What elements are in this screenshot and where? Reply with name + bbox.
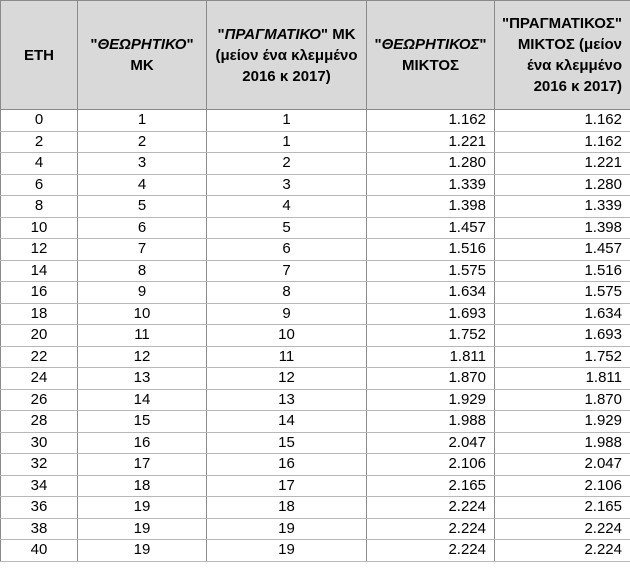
cell-years: 22 <box>1 346 78 368</box>
cell-theoretical-mk: 18 <box>78 475 207 497</box>
table-row <box>1 239 630 261</box>
cell-theoretical-mk: 5 <box>78 196 207 218</box>
table-row <box>1 282 630 304</box>
header-actual-mixed-line2: ΜΙΚΤΟΣ (μείον <box>517 36 622 53</box>
cell-theoretical-mixed: 1.811 <box>367 346 495 368</box>
header-theoretical-mixed-line2: ΜΙΚΤΟΣ <box>401 57 460 74</box>
header-actual-mk-line2: (μείον ένα κλεμμένο <box>215 46 358 64</box>
table-row <box>1 454 630 476</box>
cell-years: 40 <box>1 540 78 562</box>
cell-actual-mixed: 2.165 <box>495 497 630 519</box>
header-actual-mixed-line3: ένα κλεμμένο <box>527 57 622 74</box>
cell-actual-mk: 18 <box>207 497 367 519</box>
table-row <box>1 540 630 562</box>
cell-actual-mk: 4 <box>207 196 367 218</box>
cell-years: 16 <box>1 282 78 304</box>
cell-actual-mk: 15 <box>207 432 367 454</box>
cell-actual-mk: 19 <box>207 518 367 540</box>
header-theoretical-mixed-word: ΘΕΩΡΗΤΙΚΟΣ <box>381 36 480 53</box>
cell-actual-mk: 19 <box>207 540 367 562</box>
cell-theoretical-mk: 9 <box>78 282 207 304</box>
cell-actual-mixed: 1.162 <box>495 110 630 132</box>
table-row <box>1 368 630 390</box>
header-row <box>1 1 630 110</box>
cell-theoretical-mk: 4 <box>78 174 207 196</box>
cell-actual-mixed: 1.457 <box>495 239 630 261</box>
cell-actual-mk: 12 <box>207 368 367 390</box>
header-theoretical-mk-word: ΘΕΩΡΗΤΙΚΟ <box>97 36 187 53</box>
cell-theoretical-mk: 19 <box>78 540 207 562</box>
cell-theoretical-mixed: 1.221 <box>367 131 495 153</box>
table-row <box>1 518 630 540</box>
header-theoretical-mk-line2: ΜΚ <box>130 57 154 74</box>
cell-actual-mixed: 1.634 <box>495 303 630 325</box>
cell-years: 0 <box>1 110 78 132</box>
table-row <box>1 110 630 132</box>
cell-years: 24 <box>1 368 78 390</box>
cell-actual-mk: 3 <box>207 174 367 196</box>
header-actual-mixed-line4: 2016 κ 2017) <box>533 78 622 95</box>
cell-theoretical-mk: 10 <box>78 303 207 325</box>
cell-theoretical-mixed: 2.106 <box>367 454 495 476</box>
cell-theoretical-mk: 16 <box>78 432 207 454</box>
cell-theoretical-mixed: 1.280 <box>367 153 495 175</box>
header-theoretical-mixed-quote-open: " <box>374 36 382 53</box>
cell-theoretical-mixed: 1.634 <box>367 282 495 304</box>
table-row <box>1 260 630 282</box>
cell-actual-mk: 2 <box>207 153 367 175</box>
table-body <box>1 110 630 562</box>
cell-actual-mixed: 1.693 <box>495 325 630 347</box>
cell-actual-mixed: 2.224 <box>495 540 630 562</box>
cell-theoretical-mk: 2 <box>78 131 207 153</box>
cell-theoretical-mk: 19 <box>78 497 207 519</box>
cell-actual-mixed: 1.988 <box>495 432 630 454</box>
cell-actual-mk: 6 <box>207 239 367 261</box>
cell-theoretical-mixed: 1.988 <box>367 411 495 433</box>
header-actual-mk-quote-open: " <box>217 25 225 43</box>
cell-actual-mixed: 1.811 <box>495 368 630 390</box>
cell-theoretical-mixed: 2.047 <box>367 432 495 454</box>
cell-theoretical-mk: 1 <box>78 110 207 132</box>
cell-actual-mixed: 1.221 <box>495 153 630 175</box>
cell-actual-mk: 1 <box>207 131 367 153</box>
table-row <box>1 196 630 218</box>
cell-actual-mixed: 2.106 <box>495 475 630 497</box>
cell-actual-mk: 8 <box>207 282 367 304</box>
cell-actual-mixed: 1.339 <box>495 196 630 218</box>
cell-actual-mixed: 1.929 <box>495 411 630 433</box>
cell-theoretical-mk: 14 <box>78 389 207 411</box>
cell-actual-mixed: 1.870 <box>495 389 630 411</box>
cell-actual-mk: 14 <box>207 411 367 433</box>
cell-theoretical-mk: 6 <box>78 217 207 239</box>
cell-years: 34 <box>1 475 78 497</box>
cell-actual-mk: 10 <box>207 325 367 347</box>
cell-years: 18 <box>1 303 78 325</box>
cell-theoretical-mixed: 2.224 <box>367 518 495 540</box>
header-theoretical-mk-quote-close: " <box>186 36 194 53</box>
cell-actual-mk: 7 <box>207 260 367 282</box>
cell-theoretical-mixed: 1.516 <box>367 239 495 261</box>
cell-theoretical-mixed: 2.224 <box>367 497 495 519</box>
cell-actual-mk: 13 <box>207 389 367 411</box>
table-row <box>1 389 630 411</box>
cell-actual-mk: 9 <box>207 303 367 325</box>
cell-theoretical-mixed: 2.165 <box>367 475 495 497</box>
cell-theoretical-mixed: 1.162 <box>367 110 495 132</box>
cell-years: 26 <box>1 389 78 411</box>
table-row <box>1 432 630 454</box>
table-row <box>1 131 630 153</box>
cell-theoretical-mixed: 1.693 <box>367 303 495 325</box>
cell-theoretical-mk: 3 <box>78 153 207 175</box>
cell-years: 20 <box>1 325 78 347</box>
cell-theoretical-mk: 17 <box>78 454 207 476</box>
cell-years: 8 <box>1 196 78 218</box>
cell-theoretical-mk: 15 <box>78 411 207 433</box>
cell-actual-mk: 11 <box>207 346 367 368</box>
table-row <box>1 303 630 325</box>
cell-actual-mixed: 2.224 <box>495 518 630 540</box>
cell-theoretical-mixed: 1.339 <box>367 174 495 196</box>
cell-theoretical-mixed: 1.575 <box>367 260 495 282</box>
cell-theoretical-mixed: 1.457 <box>367 217 495 239</box>
cell-years: 36 <box>1 497 78 519</box>
cell-theoretical-mk: 12 <box>78 346 207 368</box>
header-actual-mk <box>207 1 367 110</box>
cell-theoretical-mk: 8 <box>78 260 207 282</box>
cell-actual-mixed: 1.752 <box>495 346 630 368</box>
cell-years: 10 <box>1 217 78 239</box>
cell-theoretical-mixed: 2.224 <box>367 540 495 562</box>
header-theoretical-mixed <box>367 1 495 110</box>
table-row <box>1 217 630 239</box>
header-years-label: ΕΤΗ <box>24 46 54 64</box>
cell-actual-mixed: 2.047 <box>495 454 630 476</box>
cell-theoretical-mixed: 1.752 <box>367 325 495 347</box>
cell-actual-mk: 16 <box>207 454 367 476</box>
cell-years: 4 <box>1 153 78 175</box>
cell-actual-mixed: 1.398 <box>495 217 630 239</box>
table-row <box>1 475 630 497</box>
table-row <box>1 411 630 433</box>
header-actual-mk-word: ΠΡΑΓΜΑΤΙΚΟ <box>224 25 321 43</box>
cell-actual-mk: 17 <box>207 475 367 497</box>
cell-theoretical-mk: 19 <box>78 518 207 540</box>
cell-theoretical-mixed: 1.870 <box>367 368 495 390</box>
table-row <box>1 325 630 347</box>
header-actual-mixed-line1: "ΠΡΑΓΜΑΤΙΚΟΣ" <box>501 15 622 32</box>
header-actual-mk-quote-close: " ΜΚ <box>320 25 356 43</box>
header-actual-mixed <box>495 1 630 110</box>
cell-years: 2 <box>1 131 78 153</box>
cell-years: 30 <box>1 432 78 454</box>
table-row <box>1 174 630 196</box>
header-theoretical-mk-quote-open: " <box>90 36 98 53</box>
table-row <box>1 497 630 519</box>
cell-years: 38 <box>1 518 78 540</box>
cell-theoretical-mk: 11 <box>78 325 207 347</box>
table-header <box>1 1 630 110</box>
cell-theoretical-mk: 13 <box>78 368 207 390</box>
cell-years: 12 <box>1 239 78 261</box>
table-row <box>1 346 630 368</box>
header-years <box>1 1 78 110</box>
header-actual-mk-line3: 2016 κ 2017) <box>242 67 331 85</box>
cell-years: 14 <box>1 260 78 282</box>
cell-actual-mixed: 1.575 <box>495 282 630 304</box>
cell-actual-mixed: 1.162 <box>495 131 630 153</box>
cell-years: 6 <box>1 174 78 196</box>
header-theoretical-mixed-quote-close: " <box>479 36 487 53</box>
cell-years: 32 <box>1 454 78 476</box>
cell-theoretical-mk: 7 <box>78 239 207 261</box>
header-theoretical-mk <box>78 1 207 110</box>
cell-theoretical-mixed: 1.398 <box>367 196 495 218</box>
cell-actual-mixed: 1.516 <box>495 260 630 282</box>
cell-actual-mk: 5 <box>207 217 367 239</box>
table-row <box>1 153 630 175</box>
cell-theoretical-mixed: 1.929 <box>367 389 495 411</box>
cell-actual-mk: 1 <box>207 110 367 132</box>
cell-years: 28 <box>1 411 78 433</box>
cell-actual-mixed: 1.280 <box>495 174 630 196</box>
